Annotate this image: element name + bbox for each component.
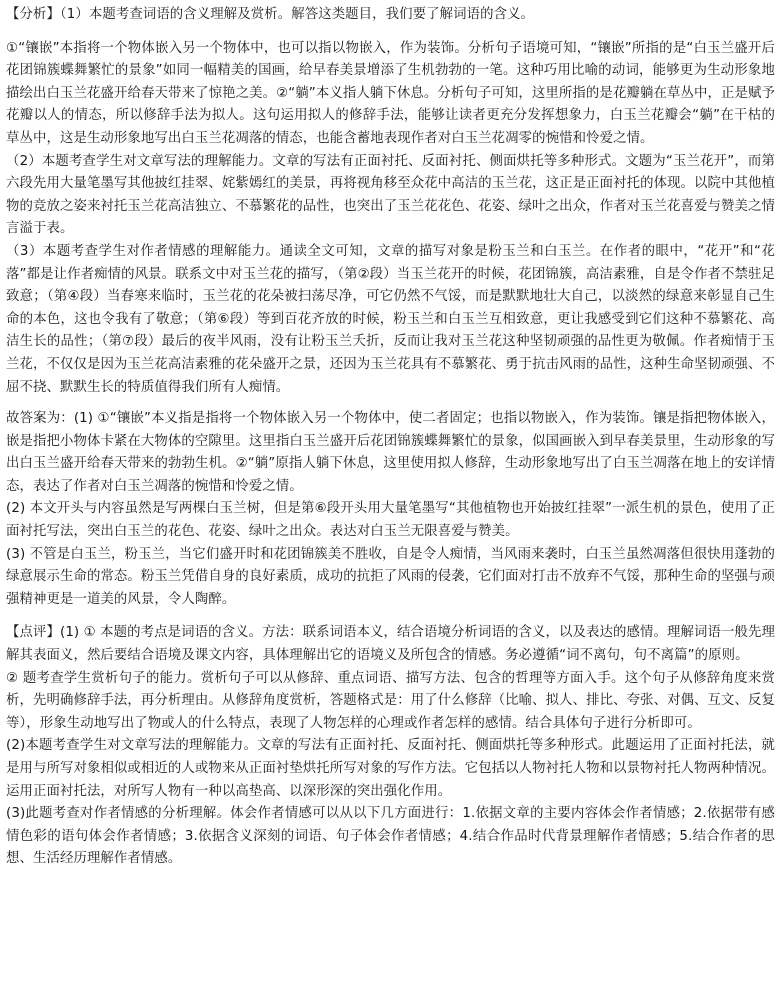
comment-paragraph-3: (2)本题考查学生对文章写法的理解能力。文章的写法有正面衬托、反面衬托、侧面烘托等多种形式。此题运用了正面衬托法，就是用与所写对象相似或相近的人或物来从正面衬垫烘托所写对象的写作方法。它包括以人物衬托人物和以景物衬托人物两种情况。运用正面衬托法，对所写人物有一种以高垫高、以深形深的突出强化作用。 bbox=[6, 738, 775, 799]
comment-paragraph-4: (3)此题考查对作者情感的分析理解。体会作者情感可以从以下几方面进行：1.依据文章的主要内容体会作者情感；2.依据带有感情色彩的语句体会作者情感；3.依据含义深刻的词语、句子体会作者情感；4.结合作品时代背景理解作者情感；5.结合作者的思想、生活经历理解作者情感。 bbox=[6, 806, 775, 867]
answer-paragraph-2: (2) 本文开头与内容虽然是写两棵白玉兰树，但是第⑥段开头用大量笔墨写“其他植物也开始披红挂翠”一派生机的景色，使用了正面衬托写法，突出白玉兰的花色、花姿、绿叶之出众。表达对白玉兰无限喜爱与赞美。 bbox=[6, 501, 775, 540]
comment-paragraph-1: 【点评】(1) ① 本题的考点是词语的含义。方法：联系词语本义，结合语境分析词语的含义，以及表达的感情。理解词语一般先理解其表面义，然后要结合语境及课文内容，具体理解出它的语境义及所包含的情感。务必遵循“词不离句，句不离篇”的原则。 bbox=[6, 625, 775, 664]
comment-section bbox=[6, 622, 775, 871]
analysis-section bbox=[6, 4, 775, 399]
comment-paragraph-2: ② 题考查学生赏析句子的能力。赏析句子可以从修辞、重点词语、描写方法、包含的哲理等方面入手。这个句子从修辞角度来赏析，先明确修辞手法，再分析理由。从修辞角度赏析，答题格式是：用了什么修辞（比喻、拟人、排比、夸张、对偶、互文、反复等），形象生动地写出了物或人的什么特点，表现了人物怎样的心理或作者怎样的感情。结合具体句子进行分析即可。 bbox=[6, 670, 775, 731]
analysis-heading-paragraph: 【分析】（1）本题考查词语的含义理解及赏析。解答这类题目，我们要了解词语的含义。 bbox=[6, 7, 535, 22]
answer-paragraph-1: 故答案为：(1) ①“镶嵌”本义指是指将一个物体嵌入另一个物体中，使二者固定；也指以物嵌入，作为装饰。镶是指把物体嵌入，嵌是指把小物体卡紧在大物体的空隙里。这里指白玉兰盛开后花团锦簇蝶舞繁忙的景象，似国画嵌入到早春美景里，生动形象的写出白玉兰盛开给春天带来的勃勃生机。②“躺”原指人躺下休息，这里使用拟人修辞，生动形象地写出了白玉兰凋落在地上的安详情态，表达了作者对白玉兰凋落的惋惜和怜爱之情。 bbox=[6, 411, 775, 494]
analysis-paragraph-2: （2）本题考查学生对文章写法的理解能力。文章的写法有正面衬托、反面衬托、侧面烘托等多种形式。文题为“玉兰花开”，而第六段先用大量笔墨写其他披红挂翠、姹紫嫣红的美景，再将视角移至众花中高洁的玉兰花，这正是正面衬托的体现。以院中其他植物的竞放之姿来衬托玉兰花高洁独立、不慕繁花的品性，也突出了玉兰花花色、花姿、绿叶之出众，作者对玉兰花喜爱与赞美之情言溢于表。 bbox=[6, 153, 775, 237]
answer-paragraph-3: (3) 不管是白玉兰，粉玉兰，当它们盛开时和花团锦簇美不胜收，自是令人痴情，当风雨来袭时，白玉兰虽然凋落但很快用蓬勃的绿意展示生命的常态。粉玉兰凭借自身的良好素质，成功的抗拒了风雨的侵袭，它们面对打击不放弃不气馁，那种生命的坚强与顽强精神更是一道美的风景，令人陶醉。 bbox=[6, 546, 775, 607]
answer-section bbox=[6, 408, 775, 611]
analysis-paragraph-1: ①“镶嵌”本指将一个物体嵌入另一个物体中，也可以指以物嵌入，作为装饰。分析句子语境可知，“镶嵌”所指的是“白玉兰盛开后花团锦簇蝶舞繁忙的景象”如同一幅精美的国画，给早春美景增添了生机勃勃的一笔。这种巧用比喻的动词，能够更为生动形象地描绘出白玉兰花盛开给春天带来了惊艳之美。②“躺”本义指人躺下休息。分析句子可知，这里所指的是花瓣躺在草丛中，正是赋予花瓣以人的情态，所以修辞手法为拟人。这句运用拟人的修辞手法，能够让读者更充分发挥想象力，白玉兰花瓣会“躺”在干枯的草丛中，这是生动形象地写出白玉兰花凋落的情态，也能含蓄地表现作者对白玉兰花凋零的惋惜和怜爱之情。 bbox=[6, 40, 775, 146]
analysis-paragraph-3: （3）本题考查学生对作者情感的理解能力。通读全文可知，文章的描写对象是粉玉兰和白玉兰。在作者的眼中，“花开”和“花落”都是让作者痴情的风景。联系文中对玉兰花的描写，（第②段）当玉兰花开的时候，花团锦簇，高洁素雅，自是令作者不禁驻足致意；（第④段）当春寒来临时，玉兰花的花朵被扫荡尽净，可它仍然不气馁，而是默默地壮大自己，以淡然的绿意来彰显自己生命的本色，这也令我有了敬意；（第⑥段）等到百花齐放的时候，粉玉兰和白玉兰互相致意，更让我感受到它们这种不慕繁花、高洁生长的品性；（第⑦段）最后的夜半风雨，没有让粉玉兰夭折，反而让我对玉兰花这种坚韧顽强的品性更为敬佩。作者痴情于玉兰花，不仅仅是因为玉兰花高洁素雅的花朵盛开之景，还因为玉兰花具有不慕繁花、勇于抗击风雨的品性，这种生命坚韧顽强、不屈不挠、默默生长的特质值得我们所有人痴情。 bbox=[6, 243, 775, 395]
